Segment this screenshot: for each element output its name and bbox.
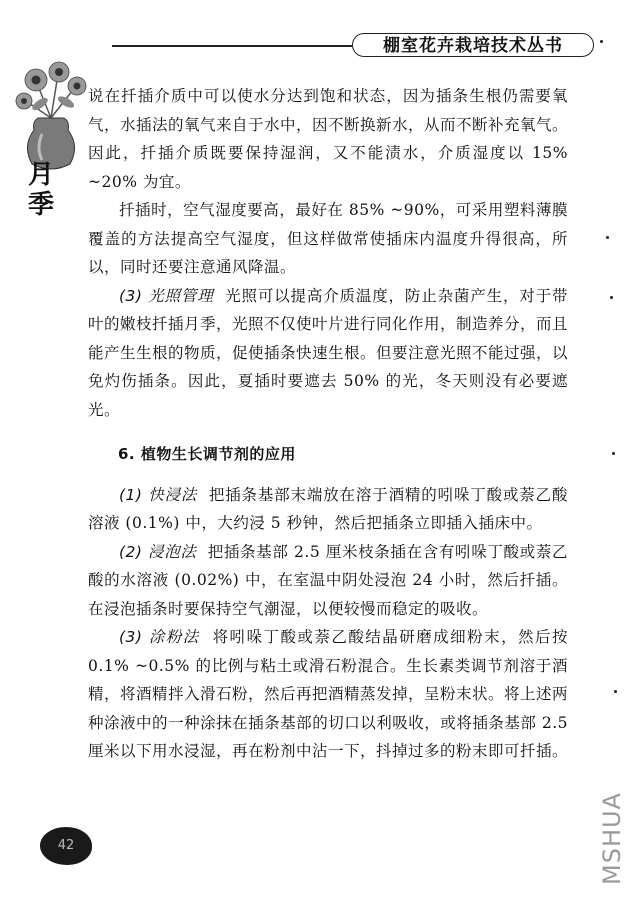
item-label: (3) 涂粉法 (119, 628, 200, 646)
item-label: (2) 浸泡法 (119, 542, 197, 561)
series-title: 棚室花卉栽培技术丛书 (352, 33, 594, 57)
section-heading: 6. 植物生长调节剂的应用 (118, 445, 296, 463)
scan-speck (614, 690, 617, 693)
paragraph: 扦插时，空气湿度要高，最好在 85% ~90%，可采用塑料薄膜覆盖的方法提高空气湿度，但这样做常使插床内温度升得很高，所以，同时还要注意通风降温。 (88, 201, 568, 276)
item-text: 将吲哚丁酸或萘乙酸结晶研磨成细粉末，然后按 0.1% ~0.5% 的比例与粘土或滑石粉混合。生长素类调节剂溶于酒精，将酒精拌入滑石粉，然后再把酒精蒸发掉，呈粉末状。将上述两种涂液中的一种涂抹在插条基部的切口以利吸收，或将插条基部 2.5 厘米以下用水浸湿，再在粉剂中沾一下，抖掉过多的粉末即可扦插。 (88, 628, 569, 760)
paragraph: 说在扦插介质中可以使水分达到饱和状态，因为插条生根仍需要氧气，水插法的氧气来自于水中，因不断换新水，从而不断补充氧气。因此，扦插介质既要保持湿润，又不能渍水，介质湿度以 15% ~20% 为宜。 (88, 87, 569, 191)
section-label: 月季 (28, 160, 55, 220)
header-rule (112, 45, 352, 47)
item-text: 把插条基部末端放在溶于酒精的吲哚丁酸或萘乙酸溶液 (0.1%) 中，大约浸 5 秒钟，然后把插条立即插入插床中。 (88, 485, 568, 532)
scan-speck (606, 236, 609, 239)
scan-speck (610, 296, 613, 299)
page-number: 42 (40, 827, 92, 865)
paragraph-light-management (88, 282, 568, 425)
flower-vase-icon (6, 56, 96, 176)
item-label: (1) 快浸法 (119, 485, 198, 504)
paragraph-soak (88, 538, 568, 624)
main-content (88, 82, 568, 766)
paragraph-powder (88, 623, 568, 766)
paragraph-quick-dip (88, 481, 568, 538)
item-text: 光照可以提高介质温度，防止杂菌产生，对于带叶的嫩枝扦插月季，光照不仅使叶片进行同化作用，制造养分，而且能产生生根的物质，促使插条快速生根。但要注意光照不能过强，以免灼伤插条。因此，夏插时要遮去 50% 的光，冬天则没有必要遮光。 (88, 286, 569, 419)
item-text: 把插条基部 2.5 厘米枝条插在含有吲哚丁酸或萘乙酸的水溶液 (0.02%) 中，在室温中阴处浸泡 24 小时，然后扦插。在浸泡插条时要保持空气潮湿，以便较慢而稳定的吸收。 (88, 542, 568, 618)
scan-speck (612, 452, 615, 455)
scan-speck (600, 40, 603, 43)
item-label: (3) 光照管理 (119, 286, 214, 305)
watermark: MSHUA (598, 792, 626, 885)
